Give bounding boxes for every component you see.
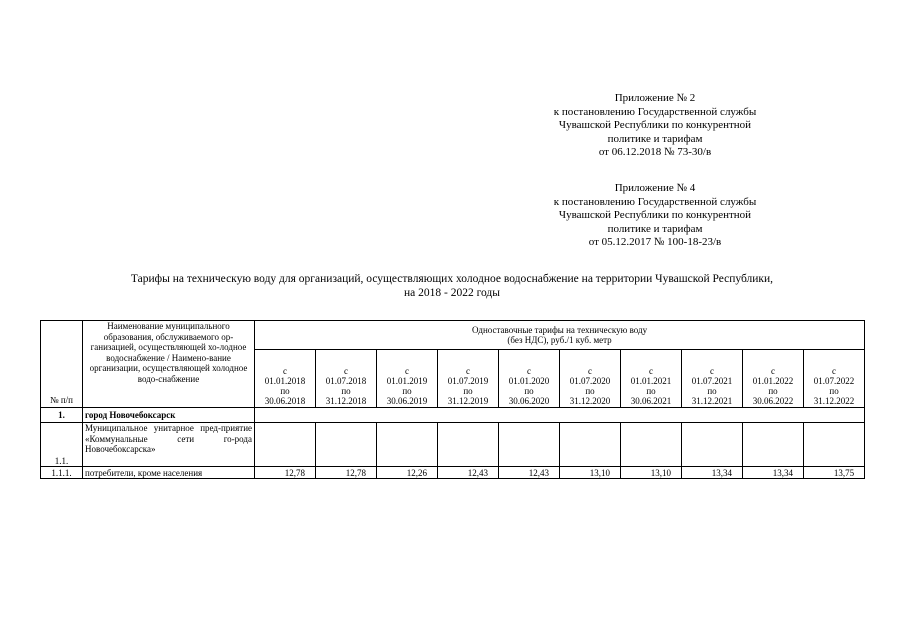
consumer-name: потребители, кроме населения [83, 467, 255, 479]
consumer-number: 1.1.1. [41, 467, 83, 479]
org-empty-cell [682, 423, 743, 467]
org-empty-cell [377, 423, 438, 467]
organization-row [41, 423, 865, 467]
period-header: с 01.01.2018 по 30.06.2018 [255, 350, 316, 408]
tariff-value: 12,43 [499, 467, 560, 479]
title-line-2: на 2018 - 2022 годы [403, 287, 500, 299]
consumer-row [41, 467, 865, 479]
period-header: с 01.07.2021 по 31.12.2021 [682, 350, 743, 408]
tariff-value: 13,34 [682, 467, 743, 479]
org-empty-cell [560, 423, 621, 467]
period-header: с 01.01.2019 по 30.06.2019 [377, 350, 438, 408]
section-row [41, 408, 865, 423]
document-title [30, 272, 874, 300]
period-header: с 01.01.2020 по 30.06.2020 [499, 350, 560, 408]
header-name: Наименование муниципального образования, обслуживаемого ор-ганизацией, осуществляющей хо-лодное водоснабжение / Наимено-вание организации, осуществляющей холодное водо-снабжение [83, 321, 255, 408]
tariff-value: 12,78 [316, 467, 377, 479]
appendix-line: от 06.12.2018 № 73-30/в [598, 146, 712, 158]
period-header: с 01.07.2020 по 31.12.2020 [560, 350, 621, 408]
period-header: с 01.01.2022 по 30.06.2022 [743, 350, 804, 408]
appendix-line: Чувашской Республики по конкурентной [558, 119, 752, 131]
period-header: с 01.07.2019 по 31.12.2019 [438, 350, 499, 408]
org-empty-cell [255, 423, 316, 467]
org-empty-cell [316, 423, 377, 467]
appendix-line: от 05.12.2017 № 100-18-23/в [588, 236, 722, 248]
appendix-original-block [520, 182, 790, 250]
header-row-1 [41, 321, 865, 350]
org-empty-cell [438, 423, 499, 467]
tariff-value: 12,43 [438, 467, 499, 479]
header-number: № п/п [41, 321, 83, 408]
tariff-header-line-2: (без НДС), руб./1 куб. метр [507, 335, 612, 345]
tariff-value: 13,75 [804, 467, 865, 479]
tariff-value: 13,34 [743, 467, 804, 479]
section-number: 1. [41, 408, 83, 423]
org-empty-cell [804, 423, 865, 467]
appendix-line: к постановлению Государственной службы [553, 195, 757, 208]
appendix-current-block [520, 92, 790, 160]
appendix-line: Приложение № 2 [614, 92, 696, 104]
appendix-line: к постановлению Государственной службы [553, 105, 757, 118]
org-empty-cell [743, 423, 804, 467]
appendix-line: Приложение № 4 [614, 182, 696, 194]
period-header: с 01.07.2018 по 31.12.2018 [316, 350, 377, 408]
org-number: 1.1. [41, 423, 83, 467]
tariff-header-line-1: Одноставочные тарифы на техническую воду [472, 325, 648, 335]
appendix-line: политике и тарифам [607, 222, 703, 235]
tariff-table [40, 320, 865, 479]
header-tariffs [255, 321, 865, 350]
tariff-value: 12,78 [255, 467, 316, 479]
appendix-line: политике и тарифам [607, 132, 703, 145]
tariff-value: 12,26 [377, 467, 438, 479]
section-filler [255, 408, 865, 423]
tariff-value: 13,10 [621, 467, 682, 479]
appendix-line: Чувашской Республики по конкурентной [558, 209, 752, 221]
section-name: город Новочебоксарск [83, 408, 255, 423]
org-empty-cell [499, 423, 560, 467]
org-name: Муниципальное унитарное пред-приятие «Коммунальные сети го-рода Новочебоксарска» [83, 423, 255, 467]
period-header: с 01.07.2022 по 31.12.2022 [804, 350, 865, 408]
tariff-value: 13,10 [560, 467, 621, 479]
title-line-1: Тарифы на техническую воду для организаций, осуществляющих холодное водоснабжение на территории Чувашской Республики, [130, 273, 774, 285]
org-empty-cell [621, 423, 682, 467]
period-header: с 01.01.2021 по 30.06.2021 [621, 350, 682, 408]
